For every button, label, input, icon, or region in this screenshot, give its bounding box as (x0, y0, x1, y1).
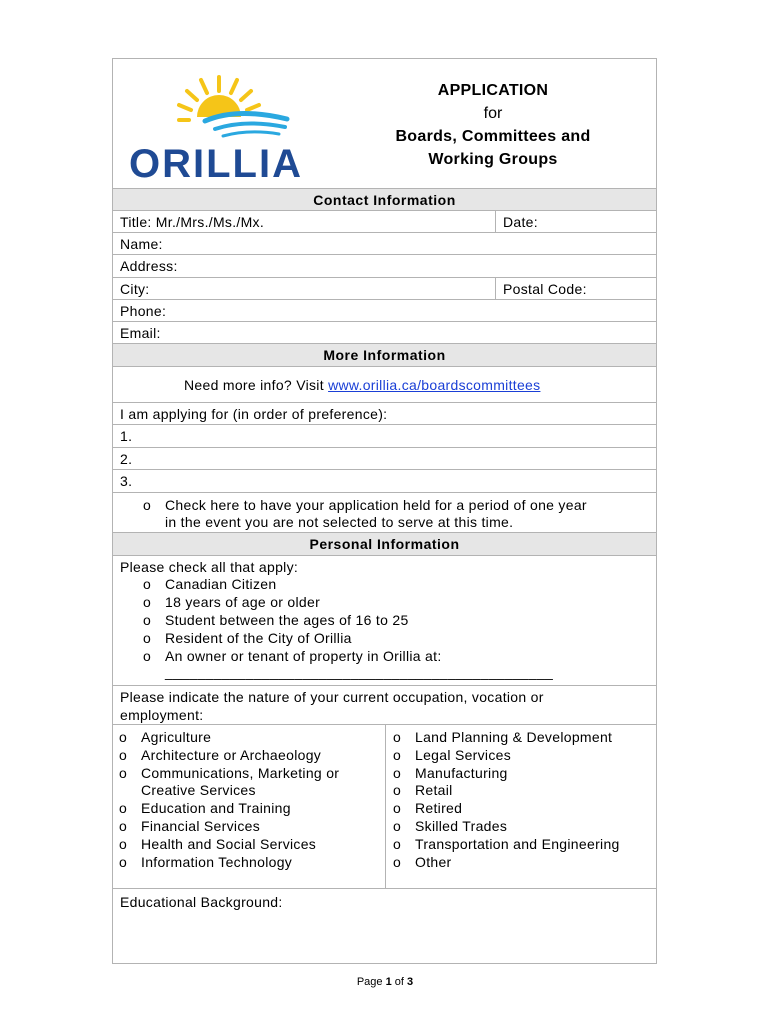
personal-option-0[interactable] (143, 576, 276, 592)
occupation-left-option-4[interactable] (119, 800, 291, 816)
personal-checks-block (113, 555, 656, 685)
personal-option-4-label: An owner or tenant of property in Orillia at: (165, 648, 442, 664)
occupation-left-option-5-label: Financial Services (141, 818, 260, 834)
of-word: of (394, 976, 404, 988)
page-number: 1 (385, 976, 392, 988)
checkbox-circle-icon: o (143, 612, 152, 628)
phone-row[interactable] (113, 299, 656, 321)
occupation-prompt-row (113, 685, 656, 724)
title-application: APPLICATION (437, 82, 549, 99)
occupation-right-option-3[interactable] (393, 782, 453, 798)
more-section-heading (113, 343, 656, 366)
occupation-right-option-5[interactable] (393, 818, 507, 834)
occupation-right-option-4[interactable] (393, 800, 462, 816)
checkbox-circle-icon: o (393, 729, 402, 745)
personal-option-4[interactable] (143, 648, 442, 664)
hold-application-row (113, 492, 656, 532)
education-row[interactable] (113, 888, 656, 963)
more-info-text (184, 377, 540, 393)
personal-option-0-label: Canadian Citizen (165, 576, 277, 592)
occupation-right-option-2[interactable] (393, 765, 508, 781)
occupation-right-option-5-label: Skilled Trades (415, 818, 508, 834)
occupation-left-option-0[interactable] (119, 729, 211, 745)
occupation-options-block (113, 724, 656, 888)
more-info-prefix: Need more info? Visit (184, 377, 329, 393)
occupation-right-option-7-label: Other (415, 853, 452, 870)
personal-option-3-label: Resident of the City of Orillia (165, 630, 352, 646)
occupation-right-option-2-label: Manufacturing (415, 764, 508, 781)
title-label: Title: Mr./Mrs./Ms./Mx. (120, 214, 265, 230)
page-total: 3 (407, 976, 414, 988)
personal-option-3[interactable] (143, 630, 352, 646)
occupation-left-option-2-label: Communications, Marketing or (141, 764, 340, 781)
applying-for-label: I am applying for (in order of preference): (120, 406, 388, 422)
hold-application-checkbox[interactable] (143, 497, 587, 513)
row-divider (495, 278, 496, 299)
water-waves-icon (205, 113, 287, 136)
occupation-left-option-1[interactable] (119, 747, 321, 763)
hold-line-1: Check here to have your application held for a period of one year (165, 497, 587, 513)
occupation-right-option-4-label: Retired (415, 800, 463, 817)
checkbox-circle-icon: o (393, 818, 402, 834)
occupation-line-1: Please indicate the nature of your current occupation, vocation or (120, 689, 544, 705)
occupation-right-option-7[interactable] (393, 854, 452, 870)
logo-wordmark: ORILLIA (129, 142, 303, 183)
personal-option-2-label: Student between the ages of 16 to 25 (165, 612, 409, 628)
checkbox-circle-icon: o (119, 800, 128, 817)
occupation-left-option-5[interactable] (119, 818, 260, 834)
checkbox-circle-icon: o (393, 782, 402, 799)
occupation-left-option-2[interactable] (119, 765, 339, 781)
checkbox-circle-icon: o (143, 497, 152, 513)
preference-2-row[interactable] (113, 447, 656, 469)
form-title (368, 79, 618, 171)
education-label: Educational Background: (120, 894, 283, 910)
contact-heading-text: Contact Information (313, 192, 456, 208)
date-label: Date: (503, 214, 538, 230)
checkbox-circle-icon: o (143, 576, 152, 592)
phone-label: Phone: (120, 303, 167, 319)
personal-heading-text: Personal Information (309, 536, 460, 552)
occupation-right-option-1-label: Legal Services (415, 746, 512, 763)
hold-line-2: in the event you are not selected to serve at this time. (165, 514, 514, 530)
property-address-blank[interactable]: ________________________________________________ (165, 664, 554, 680)
checkbox-circle-icon: o (143, 648, 152, 664)
occupation-right-option-3-label: Retail (415, 782, 453, 799)
occupation-right-option-0-label: Land Planning & Development (415, 729, 613, 745)
occupation-divider (385, 725, 386, 889)
occupation-left-option-7[interactable] (119, 854, 292, 870)
name-label: Name: (120, 236, 163, 252)
check-all-label: Please check all that apply: (120, 559, 299, 575)
boards-committees-link[interactable]: www.orillia.ca/boardscommittees (328, 377, 541, 393)
name-row[interactable] (113, 232, 656, 254)
occupation-left-continuation: Creative Services (141, 782, 256, 799)
preference-1-label: 1. (120, 428, 133, 444)
city-label: City: (120, 281, 150, 297)
occupation-right-option-6[interactable] (393, 836, 620, 852)
checkbox-circle-icon: o (119, 764, 128, 781)
row-divider (495, 211, 496, 232)
page-word: Page (356, 976, 383, 988)
preference-3-label: 3. (120, 473, 133, 489)
email-label: Email: (120, 325, 161, 341)
applying-for-row (113, 402, 656, 424)
address-label: Address: (120, 258, 178, 274)
occupation-left-option-7-label: Information Technology (141, 853, 293, 870)
checkbox-circle-icon: o (393, 764, 402, 781)
personal-option-2[interactable] (143, 612, 409, 628)
title-date-row[interactable] (113, 210, 656, 232)
checkbox-circle-icon: o (393, 835, 402, 852)
form-header (113, 59, 656, 188)
title-boards: Boards, Committees and (395, 128, 591, 145)
checkbox-circle-icon: o (119, 746, 128, 763)
orillia-logo (127, 67, 327, 183)
occupation-right-option-0[interactable] (393, 729, 612, 745)
occupation-line-2: employment: (120, 707, 204, 723)
checkbox-circle-icon: o (143, 630, 152, 646)
checkbox-circle-icon: o (119, 835, 128, 852)
checkbox-circle-icon: o (119, 818, 128, 834)
preference-3-row[interactable] (113, 469, 656, 492)
occupation-right-option-1[interactable] (393, 747, 511, 763)
title-for: for (483, 105, 503, 122)
address-row[interactable] (113, 254, 656, 277)
occupation-left-option-6-label: Health and Social Services (141, 835, 317, 852)
checkbox-circle-icon: o (143, 594, 152, 610)
checkbox-circle-icon: o (393, 853, 402, 870)
occupation-right-option-6-label: Transportation and Engineering (415, 835, 620, 852)
personal-option-1[interactable] (143, 594, 320, 610)
personal-option-1-label: 18 years of age or older (165, 594, 321, 610)
title-working-groups: Working Groups (428, 151, 558, 168)
checkbox-circle-icon: o (393, 746, 402, 763)
preference-2-label: 2. (120, 451, 133, 467)
contact-section-heading (113, 188, 656, 210)
checkbox-circle-icon: o (393, 800, 402, 817)
city-postal-row[interactable] (113, 277, 656, 299)
application-form (112, 58, 657, 964)
checkbox-circle-icon: o (119, 729, 128, 745)
personal-section-heading (113, 532, 656, 555)
preference-1-row[interactable] (113, 424, 656, 447)
postal-code-label: Postal Code: (503, 281, 587, 297)
occupation-left-option-0-label: Agriculture (141, 729, 212, 745)
occupation-left-option-6[interactable] (119, 836, 316, 852)
occupation-left-option-1-label: Architecture or Archaeology (141, 746, 322, 763)
more-heading-text: More Information (323, 347, 446, 363)
checkbox-circle-icon: o (119, 853, 128, 870)
occupation-left-option-4-label: Education and Training (141, 800, 291, 817)
page-footer (0, 976, 770, 988)
email-row[interactable] (113, 321, 656, 343)
more-info-row (113, 366, 656, 402)
